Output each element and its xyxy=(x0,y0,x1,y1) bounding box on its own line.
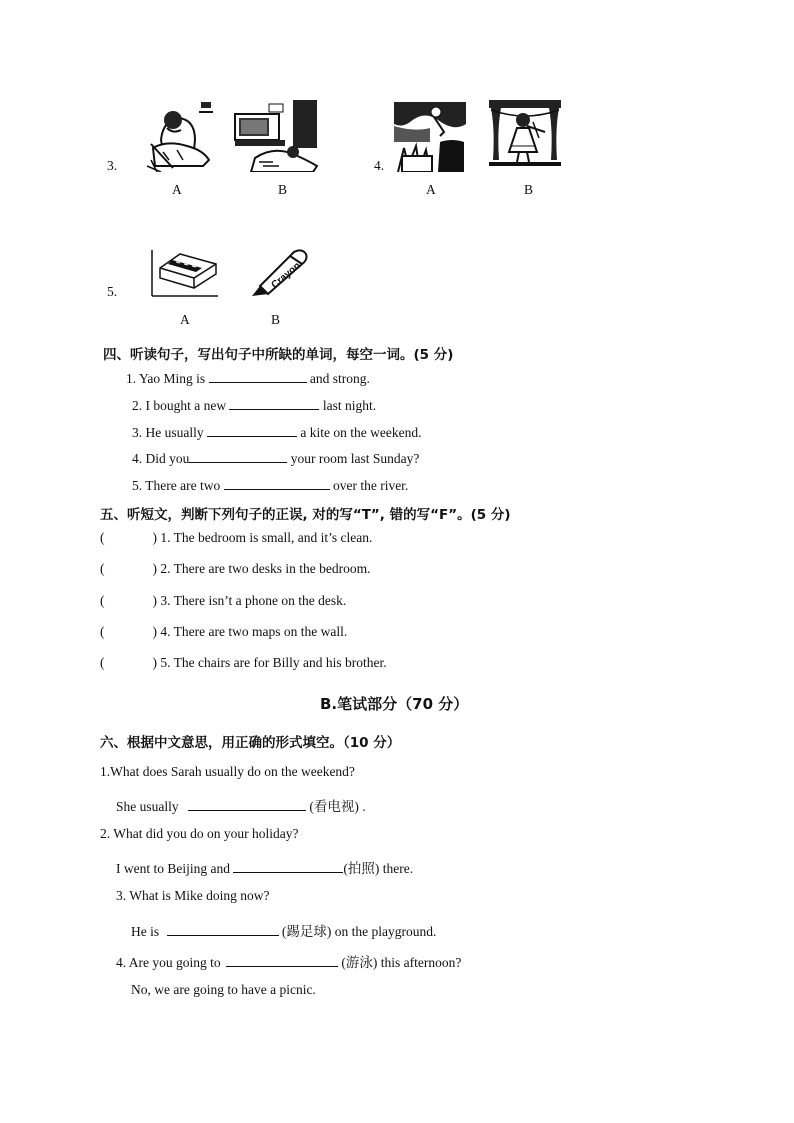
crayon-brand-text: Crayon xyxy=(269,260,303,291)
section-6-question: 4. Are you going to xyxy=(116,955,221,970)
answer-text-before: She usually xyxy=(116,799,179,814)
item-text-after: a kite on the weekend. xyxy=(300,425,422,440)
section-5-item xyxy=(100,561,370,577)
item-text-before: 4. Did you xyxy=(132,451,190,466)
paren-close: ) xyxy=(152,655,157,670)
section-4-item xyxy=(132,477,408,494)
question-4-number: 4. xyxy=(374,158,385,173)
paren-close: ) xyxy=(152,530,157,545)
section-6-question: 3. What is Mike doing now? xyxy=(116,888,270,903)
chinese-hint: (看电视) xyxy=(309,799,359,814)
item-text-before: 2. I bought a new xyxy=(132,398,227,413)
section-6-reply: No, we are going to have a picnic. xyxy=(131,982,316,997)
paren-close: ) xyxy=(152,593,157,608)
section-5-item xyxy=(100,624,347,640)
section-6-answer-line xyxy=(116,795,366,815)
item-text-before: 5. There are two xyxy=(132,478,221,493)
question-5-option-a-label: A xyxy=(180,312,190,327)
paren-open: ( xyxy=(100,655,105,670)
answer-blank[interactable] xyxy=(226,954,338,967)
paren-open: ( xyxy=(100,593,105,608)
section-b-title: B.笔试部分（70 分） xyxy=(320,695,469,713)
answer-text-after: on the playground. xyxy=(334,924,437,939)
tv-room-icon xyxy=(233,100,319,172)
section-5-item xyxy=(100,655,387,671)
answer-blank[interactable] xyxy=(188,798,306,811)
answer-text-after: there. xyxy=(382,861,414,876)
section-6-answer-line xyxy=(116,951,461,971)
paren-open: ( xyxy=(100,530,105,545)
section-4-title: 四、听读句子，写出句子中所缺的单词，每空一词。(5 分) xyxy=(103,347,454,363)
violin-girl-icon xyxy=(489,100,561,172)
section-4-item xyxy=(132,424,421,441)
garden-icon xyxy=(394,102,466,172)
item-text-before: 1. Yao Ming is xyxy=(126,371,206,386)
item-text-after: last night. xyxy=(322,398,377,413)
answer-text-before: He is xyxy=(131,924,160,939)
mop-person-icon xyxy=(143,100,215,172)
section-6-question: 2. What did you do on your holiday? xyxy=(100,826,299,841)
chinese-hint: (拍照) xyxy=(343,861,380,876)
item-text-after: your room last Sunday? xyxy=(290,451,420,466)
question-5-number: 5. xyxy=(107,284,118,299)
section-6-answer-line xyxy=(116,857,413,877)
question-4-option-b-label: B xyxy=(524,182,534,197)
chinese-hint: (踢足球) xyxy=(281,924,332,939)
paren-open: ( xyxy=(100,561,105,576)
paren-open: ( xyxy=(100,624,105,639)
question-3-option-b-label: B xyxy=(278,182,288,197)
section-4-item xyxy=(126,370,370,387)
question-4-option-a-label: A xyxy=(426,182,436,197)
item-text-before: 3. He usually xyxy=(132,425,204,440)
answer-blank[interactable] xyxy=(207,424,297,437)
question-3-number: 3. xyxy=(107,158,118,173)
section-4-item xyxy=(132,450,419,467)
question-5-option-b-label: B xyxy=(271,312,281,327)
answer-blank[interactable] xyxy=(189,450,287,463)
section-5-item xyxy=(100,530,372,546)
answer-text-before: I went to Beijing and xyxy=(116,861,230,876)
statement-text: 5. The chairs are for Billy and his brother. xyxy=(160,655,387,670)
section-5-title: 五、听短文，判断下列句子的正误, 对的写“T”, 错的写“F”。(5 分) xyxy=(100,507,511,523)
statement-text: 1. The bedroom is small, and it’s clean. xyxy=(160,530,373,545)
answer-text-after: this afternoon? xyxy=(380,955,462,970)
crayon-icon xyxy=(244,246,310,298)
paren-close: ) xyxy=(152,561,157,576)
section-6-question: 1.What does Sarah usually do on the weekend? xyxy=(100,764,355,779)
section-6-title: 六、根据中文意思，用正确的形式填空。（10 分） xyxy=(100,735,401,751)
answer-blank[interactable] xyxy=(224,477,330,490)
statement-text: 2. There are two desks in the bedroom. xyxy=(160,561,371,576)
statement-text: 3. There isn’t a phone on the desk. xyxy=(160,593,347,608)
item-text-after: over the river. xyxy=(332,478,409,493)
answer-text-after: . xyxy=(362,799,366,814)
item-text-after: and strong. xyxy=(309,371,370,386)
section-6-answer-line xyxy=(131,920,436,940)
question-3-option-a-label: A xyxy=(172,182,182,197)
answer-blank[interactable] xyxy=(167,923,279,936)
paren-close: ) xyxy=(152,624,157,639)
answer-blank[interactable] xyxy=(209,370,307,383)
statement-text: 4. There are two maps on the wall. xyxy=(160,624,348,639)
eraser-icon xyxy=(150,248,220,298)
section-4-item xyxy=(132,397,376,414)
section-5-item xyxy=(100,593,346,609)
answer-blank[interactable] xyxy=(233,860,343,873)
answer-blank[interactable] xyxy=(229,397,319,410)
chinese-hint: (游泳) xyxy=(341,955,378,970)
